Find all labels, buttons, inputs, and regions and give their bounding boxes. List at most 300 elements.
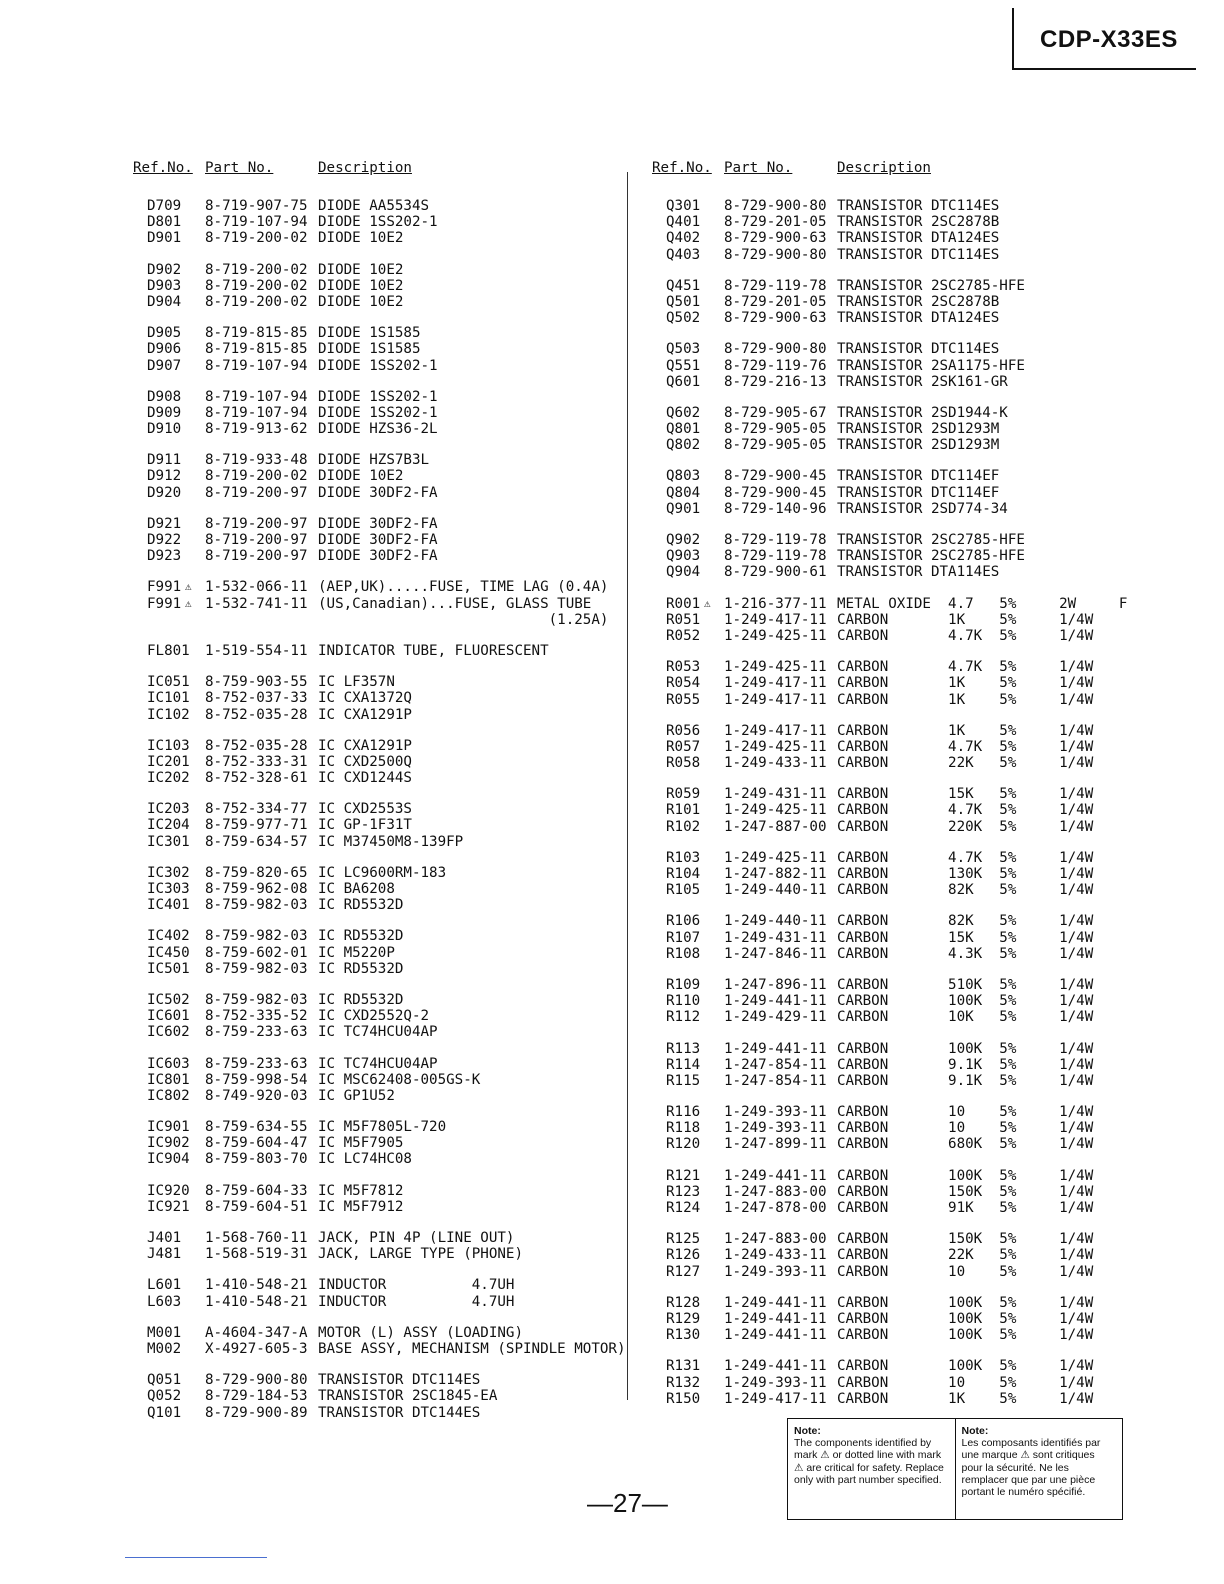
ref-no: Q801	[666, 421, 701, 438]
parts-row	[652, 374, 1122, 390]
description: IC M5220P	[318, 944, 395, 961]
description: CARBON 130K 5% 1/4W	[837, 866, 1094, 882]
ref-no: D906	[147, 341, 182, 358]
group-spacer	[652, 453, 1122, 468]
part-no: 8-759-634-57	[205, 833, 308, 850]
description: CARBON 4.7K 5% 1/4W	[837, 849, 1094, 866]
parts-row	[652, 1247, 1122, 1263]
ref-no: R102	[666, 818, 701, 835]
description: TRANSISTOR DTA114ES	[837, 564, 1000, 581]
description: DIODE 30DF2-FA	[318, 548, 438, 565]
parts-row	[133, 770, 613, 786]
ref-no-header: Ref.No.	[652, 160, 712, 176]
description: CARBON 4.7K 5% 1/4W	[837, 738, 1094, 755]
description: CARBON 220K 5% 1/4W	[837, 818, 1094, 835]
description: CARBON 10K 5% 1/4W	[837, 1009, 1094, 1026]
parts-row	[133, 690, 613, 706]
description: DIODE AA5534S	[318, 198, 430, 214]
parts-row	[133, 881, 613, 897]
group-spacer	[652, 1026, 1122, 1041]
parts-row	[133, 945, 613, 961]
description: DIODE HZS7B3L	[318, 452, 430, 469]
group-spacer	[133, 628, 613, 643]
ref-no: F991	[147, 595, 182, 612]
description: TRANSISTOR 2SC2878B	[837, 214, 1000, 231]
ref-no: Q903	[666, 548, 701, 565]
group-spacer	[652, 962, 1122, 977]
ref-no: R121	[666, 1167, 701, 1184]
part-no: 8-759-820-65	[205, 864, 308, 881]
group-spacer	[652, 1089, 1122, 1104]
part-no: 8-719-200-02	[205, 261, 308, 278]
note-text: Les composants identifiés par une marque ⚠ sont critiques pour la sécurité. Ne les remplacer que par une pièce portant le numéro spécifié.	[961, 1437, 1101, 1499]
group-spacer	[652, 898, 1122, 913]
group-spacer	[652, 263, 1122, 278]
description: CARBON 100K 5% 1/4W	[837, 1310, 1094, 1327]
parts-list-right	[652, 160, 1128, 1407]
description: CARBON 150K 5% 1/4W	[837, 1183, 1094, 1200]
ref-no: D709	[147, 198, 182, 214]
parts-row	[652, 819, 1122, 835]
description: TRANSISTOR 2SC1845-EA	[318, 1388, 498, 1405]
description: DIODE 10E2	[318, 230, 404, 247]
description: TRANSISTOR DTC114ES	[837, 246, 1000, 263]
group-spacer	[133, 437, 613, 452]
parts-row	[652, 723, 1122, 739]
part-no: 8-729-900-63	[724, 310, 827, 327]
description: IC LC74HC08	[318, 1151, 412, 1168]
part-no: 8-719-200-02	[205, 468, 308, 485]
note-french	[955, 1419, 1123, 1519]
ref-no: Q301	[666, 198, 701, 214]
description: IC BA6208	[318, 881, 395, 897]
part-no: 1-410-548-21	[205, 1277, 308, 1294]
parts-rows-left	[133, 198, 626, 1421]
part-no: 1-247-846-11	[724, 945, 827, 962]
ref-no: IC921	[147, 1198, 190, 1215]
parts-row	[133, 341, 613, 357]
parts-row	[652, 675, 1122, 691]
part-no: 8-759-604-47	[205, 1135, 308, 1152]
ref-no: D922	[147, 532, 182, 548]
group-spacer	[652, 835, 1122, 850]
ref-no: IC202	[147, 770, 190, 787]
part-no: 1-249-417-11	[724, 675, 827, 692]
parts-row	[133, 262, 613, 278]
ref-no: R001	[666, 595, 701, 612]
ref-no: R052	[666, 627, 701, 644]
part-no: X-4927-605-3	[205, 1340, 308, 1357]
ref-no: R051	[666, 611, 701, 628]
ref-no-header: Ref.No.	[133, 160, 193, 176]
ref-no: IC103	[147, 737, 190, 754]
part-no: 1-249-417-11	[724, 611, 827, 628]
ref-no: IC502	[147, 991, 190, 1008]
parts-rows-right	[652, 198, 1128, 1407]
ref-no: Q904	[666, 564, 701, 581]
ref-no: D905	[147, 325, 182, 342]
parts-row	[133, 1405, 613, 1421]
part-no: 1-568-519-31	[205, 1246, 308, 1263]
group-spacer	[133, 310, 613, 325]
description: JACK, LARGE TYPE (PHONE)	[318, 1246, 523, 1263]
parts-row	[652, 1391, 1122, 1407]
ref-no: R056	[666, 722, 701, 739]
part-no: 8-719-107-94	[205, 357, 308, 374]
part-no: 8-759-982-03	[205, 960, 308, 977]
part-no: 8-729-201-05	[724, 293, 827, 310]
group-spacer	[133, 1215, 613, 1230]
part-no: 1-249-417-11	[724, 691, 827, 708]
part-no: 8-729-140-96	[724, 500, 827, 517]
ref-no: R125	[666, 1231, 701, 1248]
description: TRANSISTOR 2SD774-34	[837, 500, 1008, 517]
description: DIODE 30DF2-FA	[318, 532, 438, 548]
parts-row	[133, 532, 613, 548]
description: TRANSISTOR 2SC2785-HFE	[837, 548, 1025, 565]
description: (AEP,UK).....FUSE, TIME LAG (0.4A)	[318, 579, 609, 596]
safety-warning-icon: ⚠	[185, 580, 192, 594]
parts-row	[133, 1072, 613, 1088]
group-spacer	[652, 1216, 1122, 1231]
ref-no: D903	[147, 277, 182, 294]
ref-no: Q551	[666, 357, 701, 374]
ref-no: IC501	[147, 960, 190, 977]
parts-row	[652, 310, 1122, 326]
description: CARBON 100K 5% 1/4W	[837, 993, 1094, 1010]
parts-row	[652, 866, 1122, 882]
part-no: 1-249-429-11	[724, 1009, 827, 1026]
part-no: 1-249-393-11	[724, 1374, 827, 1391]
part-no: 8-729-900-80	[205, 1372, 308, 1389]
parts-row	[133, 358, 613, 374]
description: CARBON 9.1K 5% 1/4W	[837, 1056, 1094, 1073]
part-no: 8-729-900-80	[724, 246, 827, 263]
ref-no: J481	[147, 1246, 182, 1263]
part-no: 8-729-201-05	[724, 214, 827, 231]
ref-no: D911	[147, 452, 182, 469]
ref-no: IC101	[147, 690, 190, 707]
description: DIODE 1SS202-1	[318, 388, 438, 405]
ref-no: R108	[666, 945, 701, 962]
ref-no: R128	[666, 1294, 701, 1311]
description: IC CXD1244S	[318, 770, 412, 787]
part-no: 8-752-037-33	[205, 690, 308, 707]
parts-row	[652, 1311, 1122, 1327]
ref-no: Q451	[666, 277, 701, 294]
parts-row	[133, 1388, 613, 1404]
description: CARBON 100K 5% 1/4W	[837, 1167, 1094, 1184]
part-no: 1-410-548-21	[205, 1293, 308, 1310]
description: DIODE 1SS202-1	[318, 214, 438, 231]
note-heading: Note:	[961, 1425, 989, 1437]
description: IC M37450M8-139FP	[318, 833, 464, 850]
ref-no: R127	[666, 1263, 701, 1280]
parts-row	[133, 1230, 613, 1246]
parts-row	[652, 230, 1122, 246]
part-no: 8-729-900-80	[724, 198, 827, 214]
part-no: 8-729-119-78	[724, 277, 827, 294]
parts-row	[133, 230, 613, 246]
description: CARBON 4.3K 5% 1/4W	[837, 945, 1094, 962]
part-no: 8-729-119-78	[724, 548, 827, 565]
column-headers-right	[652, 160, 1122, 182]
ref-no: IC051	[147, 674, 190, 691]
part-no: 8-759-233-63	[205, 1055, 308, 1072]
ref-no: R103	[666, 849, 701, 866]
parts-row	[133, 754, 613, 770]
description: TRANSISTOR 2SC2878B	[837, 293, 1000, 310]
group-spacer	[652, 581, 1122, 596]
ref-no: R114	[666, 1056, 701, 1073]
model-title: CDP-X33ES	[1040, 26, 1178, 53]
description: METAL OXIDE 4.7 5% 2W F	[837, 595, 1128, 612]
parts-row	[133, 817, 613, 833]
description: CARBON 1K 5% 1/4W	[837, 722, 1094, 739]
part-no: 8-729-216-13	[724, 373, 827, 390]
group-spacer	[133, 913, 613, 928]
part-no: 8-719-200-97	[205, 532, 308, 548]
ref-no: Q901	[666, 500, 701, 517]
part-no: 8-729-900-45	[724, 468, 827, 485]
description: TRANSISTOR DTA124ES	[837, 310, 1000, 327]
part-no: 1-247-887-00	[724, 818, 827, 835]
part-no: 8-752-335-52	[205, 1008, 308, 1025]
parts-row	[133, 865, 613, 881]
ref-no: IC302	[147, 864, 190, 881]
ref-no: D801	[147, 214, 182, 231]
part-no: 8-729-900-63	[724, 230, 827, 247]
ref-no: D921	[147, 515, 182, 532]
ref-no: IC402	[147, 928, 190, 945]
description: CARBON 4.7K 5% 1/4W	[837, 659, 1094, 676]
description: IC LC9600RM-183	[318, 864, 447, 881]
part-no: 8-719-200-02	[205, 293, 308, 310]
parts-row	[133, 214, 613, 230]
part-no: 8-759-602-01	[205, 944, 308, 961]
parts-row	[133, 1135, 613, 1151]
ref-no: IC301	[147, 833, 190, 850]
part-no: 8-759-233-63	[205, 1024, 308, 1041]
parts-row	[133, 1294, 613, 1310]
group-spacer	[133, 723, 613, 738]
parts-row	[652, 278, 1122, 294]
ref-no: D912	[147, 468, 182, 485]
group-spacer	[133, 977, 613, 992]
safety-warning-icon: ⚠	[185, 596, 192, 610]
part-no: 8-729-900-45	[724, 484, 827, 501]
description: CARBON 22K 5% 1/4W	[837, 755, 1094, 772]
note-text: The components identified by mark ⚠ or dotted line with mark ⚠ are critical for safety. Replace only with part number specified.	[794, 1437, 944, 1486]
group-spacer	[133, 247, 613, 262]
ref-no: R126	[666, 1247, 701, 1264]
description: CARBON 10 5% 1/4W	[837, 1104, 1094, 1121]
parts-row	[133, 707, 613, 723]
parts-list-left	[133, 160, 626, 1421]
description: CARBON 82K 5% 1/4W	[837, 913, 1094, 930]
part-no: 1-247-896-11	[724, 976, 827, 993]
ref-no: IC303	[147, 881, 190, 897]
group-spacer	[652, 708, 1122, 723]
ref-no: R109	[666, 976, 701, 993]
ref-no: L603	[147, 1293, 182, 1310]
description: DIODE 1S1585	[318, 341, 421, 358]
parts-row	[652, 341, 1122, 357]
ref-no: R132	[666, 1374, 701, 1391]
parts-row	[652, 1184, 1122, 1200]
ref-no: R053	[666, 659, 701, 676]
description: (1.25A)	[318, 611, 609, 628]
part-no-header: Part No.	[205, 160, 274, 176]
ref-no: Q401	[666, 214, 701, 231]
description: IC MSC62408-005GS-K	[318, 1071, 481, 1088]
ref-no: R059	[666, 786, 701, 803]
description: CARBON 22K 5% 1/4W	[837, 1247, 1094, 1264]
ref-no: R116	[666, 1104, 701, 1121]
description: IC M5F7812	[318, 1182, 404, 1199]
description: DIODE HZS36-2L	[318, 421, 438, 438]
description: IC TC74HCU04AP	[318, 1024, 438, 1041]
parts-row	[652, 802, 1122, 818]
group-spacer	[133, 1041, 613, 1056]
group-spacer	[133, 564, 613, 579]
description: DIODE 1S1585	[318, 325, 421, 342]
ref-no: R058	[666, 755, 701, 772]
part-no: 1-249-417-11	[724, 1390, 827, 1407]
ref-no: R129	[666, 1310, 701, 1327]
ref-no: IC902	[147, 1135, 190, 1152]
description: IC CXA1291P	[318, 706, 412, 723]
description: TRANSISTOR DTC114ES	[837, 341, 1000, 358]
ref-no: IC204	[147, 817, 190, 834]
part-no: A-4604-347-A	[205, 1324, 308, 1341]
group-spacer	[133, 1310, 613, 1325]
parts-row	[652, 294, 1122, 310]
description: MOTOR (L) ASSY (LOADING)	[318, 1324, 523, 1341]
part-no: 1-249-441-11	[724, 1294, 827, 1311]
part-no: 8-729-905-05	[724, 421, 827, 438]
parts-row	[652, 850, 1122, 866]
parts-row	[133, 1119, 613, 1135]
ref-no: IC801	[147, 1071, 190, 1088]
parts-row	[652, 437, 1122, 453]
part-no: 8-729-900-80	[724, 341, 827, 358]
description: CARBON 10 5% 1/4W	[837, 1263, 1094, 1280]
ref-no: R054	[666, 675, 701, 692]
group-spacer	[652, 1343, 1122, 1358]
ref-no: IC201	[147, 753, 190, 770]
parts-row	[133, 405, 613, 421]
ref-no: Q902	[666, 532, 701, 548]
parts-row	[133, 325, 613, 341]
description: CARBON 1K 5% 1/4W	[837, 611, 1094, 628]
parts-row	[133, 389, 613, 405]
description: CARBON 100K 5% 1/4W	[837, 1294, 1094, 1311]
parts-row	[652, 1375, 1122, 1391]
ref-no: Q052	[147, 1388, 182, 1405]
description: CARBON 4.7K 5% 1/4W	[837, 802, 1094, 819]
column-divider	[627, 172, 628, 1400]
description: TRANSISTOR 2SD1293M	[837, 437, 1000, 454]
part-no: 8-719-200-02	[205, 230, 308, 247]
part-no: 8-719-815-85	[205, 341, 308, 358]
ref-no: Q051	[147, 1372, 182, 1389]
ref-no: Q402	[666, 230, 701, 247]
description: DIODE 10E2	[318, 468, 404, 485]
parts-row	[133, 421, 613, 437]
parts-row	[133, 738, 613, 754]
description: TRANSISTOR 2SD1293M	[837, 421, 1000, 438]
part-no: 1-249-425-11	[724, 849, 827, 866]
ref-no: D910	[147, 421, 182, 438]
ref-no: Q802	[666, 437, 701, 454]
parts-row	[652, 1231, 1122, 1247]
parts-row	[652, 1295, 1122, 1311]
parts-row	[652, 198, 1122, 214]
description: DIODE 10E2	[318, 261, 404, 278]
part-no: 8-719-107-94	[205, 388, 308, 405]
parts-row	[133, 1277, 613, 1293]
parts-row	[133, 1088, 613, 1104]
ref-no: Q804	[666, 484, 701, 501]
description: TRANSISTOR DTC144ES	[318, 1404, 481, 1421]
part-no: 8-729-905-67	[724, 404, 827, 421]
ref-no: Q501	[666, 293, 701, 310]
parts-row	[652, 659, 1122, 675]
ref-no: IC602	[147, 1024, 190, 1041]
parts-row	[652, 977, 1122, 993]
description: IC CXD2552Q-2	[318, 1008, 430, 1025]
column-headers-left	[133, 160, 613, 182]
parts-row	[133, 452, 613, 468]
description: DIODE 10E2	[318, 277, 404, 294]
part-no: 1-247-878-00	[724, 1200, 827, 1216]
ref-no: D904	[147, 293, 182, 310]
description: TRANSISTOR 2SA1175-HFE	[837, 357, 1025, 374]
parts-row	[133, 1325, 613, 1341]
part-no: 8-719-200-97	[205, 548, 308, 565]
ref-no: Q803	[666, 468, 701, 485]
part-no: 1-249-441-11	[724, 1358, 827, 1375]
part-no: 8-759-604-51	[205, 1198, 308, 1215]
description: IC CXD2500Q	[318, 753, 412, 770]
part-no: 8-759-634-55	[205, 1119, 308, 1136]
parts-row	[652, 421, 1122, 437]
part-no: 1-249-431-11	[724, 786, 827, 803]
description: IC GP-1F31T	[318, 817, 412, 834]
note-english	[788, 1419, 955, 1519]
parts-row	[133, 596, 613, 612]
part-no: 8-719-200-97	[205, 515, 308, 532]
parts-row	[133, 468, 613, 484]
ref-no: R124	[666, 1200, 701, 1216]
description: TRANSISTOR 2SC2785-HFE	[837, 277, 1025, 294]
part-no: 8-759-982-03	[205, 928, 308, 945]
ref-no: IC450	[147, 944, 190, 961]
ref-no: R055	[666, 691, 701, 708]
description: JACK, PIN 4P (LINE OUT)	[318, 1230, 515, 1246]
ref-no: R113	[666, 1040, 701, 1057]
parts-row	[652, 1104, 1122, 1120]
ref-no: R130	[666, 1327, 701, 1344]
part-no: 8-752-333-31	[205, 753, 308, 770]
description: IC GP1U52	[318, 1087, 395, 1104]
parts-row	[652, 1358, 1122, 1374]
part-no: 1-249-417-11	[724, 722, 827, 739]
part-no: 1-519-554-11	[205, 642, 308, 659]
safety-notes	[787, 1418, 1123, 1520]
ref-no: R120	[666, 1136, 701, 1153]
